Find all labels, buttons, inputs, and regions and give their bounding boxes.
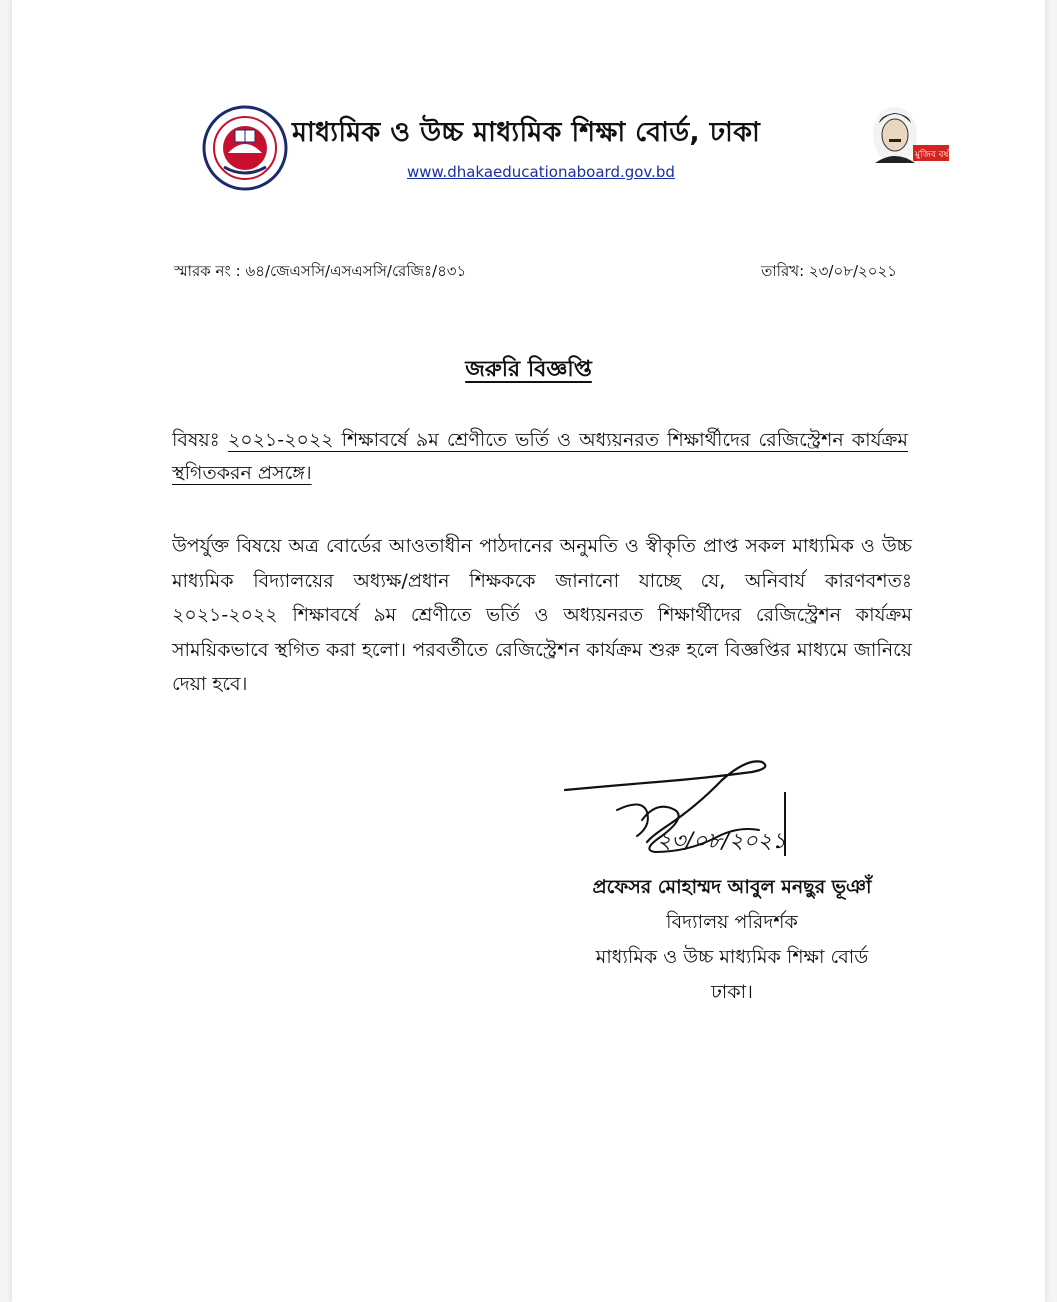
handwritten-signature [547, 740, 867, 865]
signatory-designation: বিদ্যালয় পরিদর্শক [666, 911, 798, 933]
notice-body: উপর্যুক্ত বিষয়ে অত্র বোর্ডের আওতাধীন পাঠদানের অনুমতি ও স্বীকৃতি প্রাপ্ত সকল মাধ্যমিক ও উচ্চ মাধ্যমিক বিদ্যালয়ের অধ্যক্ষ/প্রধান শিক্ষককে জানানো যাচ্ছে যে, অনিবার্য কারণবশতঃ ২০২১-২০২২ শিক্ষাবর্ষে ৯ম শ্রেণীতে ভর্তি ও অধ্যয়নরত শিক্ষার্থীদের রেজিস্ট্রেশন কার্যক্রম সাময়িকভাবে স্থগিত করা হলো। পরবর্তীতে রেজিস্ট্রেশন কার্যক্রম শুরু হলে বিজ্ঞপ্তির মাধ্যমে জানিয়ে দেয়া হবে। [172, 535, 912, 695]
signature-date: ২৩/০৮/২০২১ [657, 829, 787, 854]
signatory-city: ঢাকা। [711, 981, 753, 1003]
board-seal-logo [202, 105, 288, 191]
document-page [12, 0, 1045, 1302]
signatory-name: প্রফেসর মোহাম্মদ আবুল মনছুর ভূঞাঁ [592, 876, 872, 898]
mujib-borsho-logo [865, 105, 951, 169]
logo-right-text: মুজিব বর্ষ [915, 150, 949, 160]
memo-number: স্মারক নং : ৬৪/জেএসসি/এসএসসি/রেজিঃ/৪৩১ [174, 262, 467, 280]
notice-title-text: জরুরি বিজ্ঞপ্তি [465, 357, 592, 382]
notice-date: তারিখ: ২৩/০৮/২০২১ [761, 262, 897, 280]
subject-line [172, 424, 908, 490]
notice-title [12, 352, 1045, 389]
subject-label: বিষয়ঃ [172, 429, 220, 451]
signatory-organization: মাধ্যমিক ও উচ্চ মাধ্যমিক শিক্ষা বোর্ড [595, 946, 869, 968]
website-link[interactable]: www.dhakaeducationaboard.gov.bd [407, 163, 675, 181]
board-name-heading: মাধ্যমিক ও উচ্চ মাধ্যমিক শিক্ষা বোর্ড, ঢাকা [292, 117, 761, 148]
subject-text: ২০২১-২০২২ শিক্ষাবর্ষে ৯ম শ্রেণীতে ভর্তি ও অধ্যয়নরত শিক্ষার্থীদের রেজিস্ট্রেশন কার্যক্রম স্থগিতকরন প্রসঙ্গে। [172, 429, 908, 484]
signatory-block [532, 870, 932, 1010]
